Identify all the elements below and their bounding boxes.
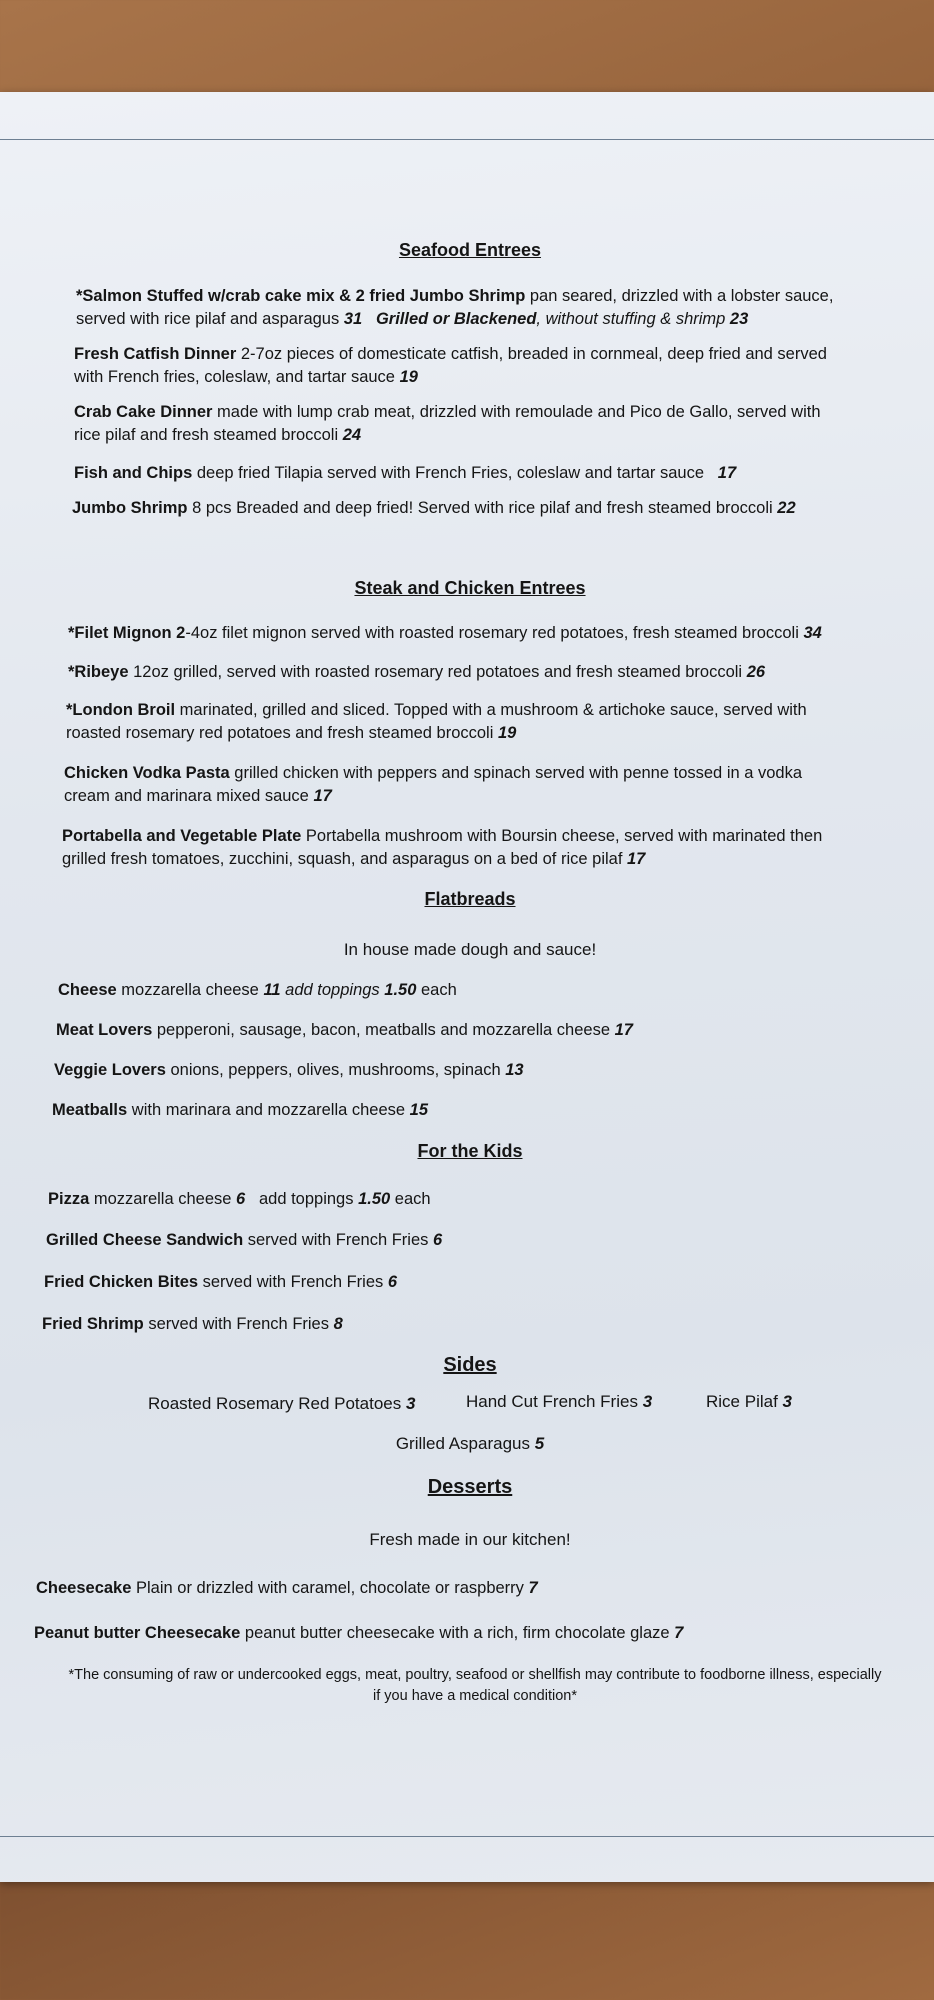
- menu-item-london-broil: *London Broil marinated, grilled and sliced. Topped with a mushroom & artichoke sauce, served with: [66, 701, 807, 719]
- bottom-rule: [0, 1836, 934, 1837]
- desserts-heading: Desserts: [427, 1476, 513, 1498]
- menu-item-kids-pizza: Pizza mozzarella cheese 6 add toppings 1.50 each: [48, 1190, 431, 1208]
- menu-item-ribeye: *Ribeye 12oz grilled, served with roasted rosemary red potatoes and fresh steamed broccoli 26: [68, 663, 766, 681]
- menu-item-chicken-bites: Fried Chicken Bites served with French Fries 6: [44, 1273, 398, 1291]
- menu-item-cheese-flatbread: Cheese mozzarella cheese 11 add toppings 1.50 each: [58, 981, 457, 999]
- notice-line-1: *The consuming of raw or undercooked eggs, meat, poultry, seafood or shellfish may contribute to foodborne illness, especially: [68, 1667, 882, 1683]
- menu-item-london-broil-line2: roasted rosemary red potatoes and fresh steamed broccoli 19: [66, 724, 517, 742]
- side-potatoes: Roasted Rosemary Red Potatoes 3: [148, 1394, 416, 1413]
- food-safety-notice: [30, 1665, 920, 1707]
- menu-item-pb-cheesecake: Peanut butter Cheesecake peanut butter cheesecake with a rich, firm chocolate glaze 7: [34, 1624, 684, 1642]
- seafood-heading: Seafood Entrees: [398, 240, 542, 260]
- menu-item-crab-cake-line2: rice pilaf and fresh steamed broccoli 24: [74, 426, 362, 444]
- sides-heading: Sides: [443, 1354, 497, 1376]
- menu-item-salmon-line2: served with rice pilaf and asparagus 31 Grilled or Blackened, without stuffing & shrimp 23: [76, 310, 749, 328]
- menu-item-catfish: Fresh Catfish Dinner 2-7oz pieces of domesticate catfish, breaded in cornmeal, deep fried and served: [74, 345, 827, 363]
- menu-item-portabella-line2: grilled fresh tomatoes, zucchini, squash, and asparagus on a bed of rice pilaf 17: [62, 850, 646, 868]
- menu-item-jumbo-shrimp: Jumbo Shrimp 8 pcs Breaded and deep fried! Served with rice pilaf and fresh steamed broccoli 22: [72, 499, 796, 517]
- menu-item-cheesecake: Cheesecake Plain or drizzled with caramel, chocolate or raspberry 7: [36, 1579, 538, 1597]
- desserts-subtitle: Fresh made in our kitchen!: [369, 1530, 571, 1549]
- menu-item-vodka-pasta-line2: cream and marinara mixed sauce 17: [64, 787, 332, 805]
- menu-item-portabella: Portabella and Vegetable Plate Portabella mushroom with Boursin cheese, served with marinated then: [62, 827, 823, 845]
- menu-item-kids-shrimp: Fried Shrimp served with French Fries 8: [42, 1315, 343, 1333]
- menu-item-grilled-cheese: Grilled Cheese Sandwich served with French Fries 6: [46, 1231, 443, 1249]
- menu-item-catfish-line2: with French fries, coleslaw, and tartar sauce 19: [74, 368, 418, 386]
- menu-item-veggie-lovers: Veggie Lovers onions, peppers, olives, mushrooms, spinach 13: [54, 1061, 524, 1079]
- side-rice-pilaf: Rice Pilaf 3: [706, 1392, 792, 1411]
- menu-item-meatballs: Meatballs with marinara and mozzarella cheese 15: [52, 1101, 429, 1119]
- flatbreads-subtitle: In house made dough and sauce!: [343, 940, 597, 959]
- menu-item-salmon: *Salmon Stuffed w/crab cake mix & 2 fried Jumbo Shrimp pan seared, drizzled with a lobster sauce,: [76, 287, 834, 305]
- top-rule: [0, 139, 934, 140]
- menu-item-fish-chips: Fish and Chips deep fried Tilapia served with French Fries, coleslaw and tartar sauce 17: [74, 464, 737, 482]
- kids-heading: For the Kids: [417, 1141, 523, 1161]
- menu-item-meat-lovers: Meat Lovers pepperoni, sausage, bacon, meatballs and mozzarella cheese 17: [56, 1021, 633, 1039]
- menu-item-crab-cake: Crab Cake Dinner made with lump crab meat, drizzled with remoulade and Pico de Gallo, served with: [74, 403, 821, 421]
- flatbreads-heading: Flatbreads: [424, 889, 516, 909]
- menu-item-vodka-pasta: Chicken Vodka Pasta grilled chicken with peppers and spinach served with penne tossed in a vodka: [64, 764, 803, 782]
- side-french-fries: Hand Cut French Fries 3: [466, 1392, 653, 1411]
- notice-line-2: if you have a medical condition*: [373, 1688, 577, 1704]
- menu-page: [0, 92, 934, 1882]
- steak-heading: Steak and Chicken Entrees: [354, 578, 586, 598]
- side-asparagus: Grilled Asparagus 5: [395, 1434, 545, 1453]
- menu-item-filet-mignon: *Filet Mignon 2-4oz filet mignon served with roasted rosemary red potatoes, fresh steamed broccoli 34: [68, 624, 822, 642]
